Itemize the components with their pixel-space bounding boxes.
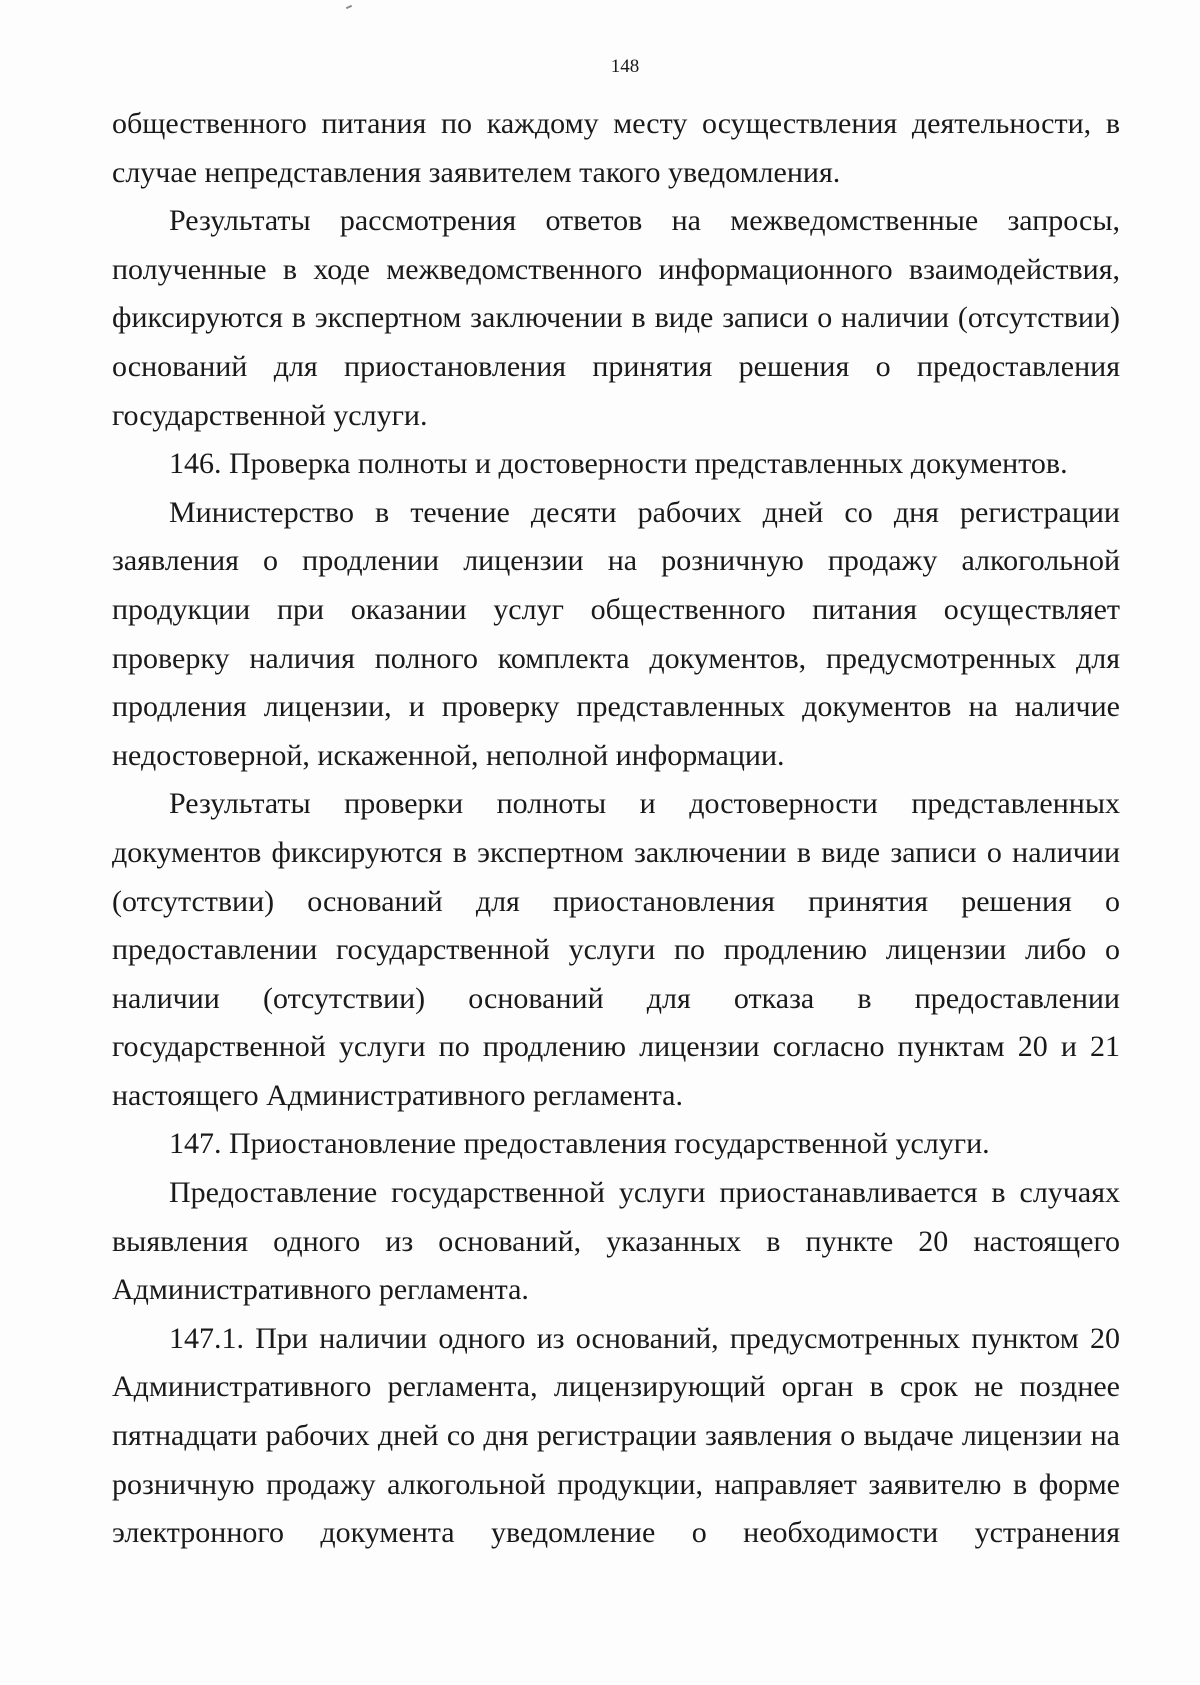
paragraph-suspension: Предоставление государственной услуги приостанавливается в случаях выявления одного из оснований, указанных в пункте 20 настоящего Административного регламента. bbox=[112, 1176, 1120, 1307]
paragraph-147-1: 147.1. При наличии одного из оснований, предусмотренных пунктом 20 Административного регламента, лицензирующий орган в срок не позднее пятнадцати рабочих дней со дня регистрации заявления о выдаче лицензии на розничную продажу алкогольной продукции, направляет заявителю в форме электронного документа уведомление о необходимости устранения bbox=[112, 1321, 1120, 1550]
paragraph-interagency-results: Результаты рассмотрения ответов на межведомственные запросы, полученные в ходе межведомственного информационного взаимодействия, фиксируются в экспертном заключении в виде записи о наличии (отсутствии) оснований для приостановления принятия решения о предоставления государственной услуги. bbox=[112, 204, 1120, 432]
paragraph-ministry-check: Министерство в течение десяти рабочих дней со дня регистрации заявления о продлении лицензии на розничную продажу алкогольной продукции при оказании услуг общественного питания осуществляет проверку наличия полного комплекта документов, предусмотренных для продления лицензии, и проверку представленных документов на наличие недостоверной, искаженной, неполной информации. bbox=[112, 495, 1120, 772]
paragraph-continuation: общественного питания по каждому месту осуществления деятельности, в случае непредставления заявителем такого уведомления. bbox=[112, 107, 1120, 189]
paragraph-heading-146: 146. Проверка полноты и достоверности представленных документов. bbox=[169, 447, 1068, 481]
paragraph-heading-147: 147. Приостановление предоставления государственной услуги. bbox=[169, 1127, 990, 1161]
scan-speck bbox=[346, 5, 352, 9]
body-text bbox=[112, 100, 1120, 1558]
page-number: 148 bbox=[610, 56, 640, 77]
paragraph-check-results: Результаты проверки полноты и достоверности представленных документов фиксируются в экспертном заключении в виде записи о наличии (отсутствии) оснований для приостановления принятия решения о предоставлении государственной услуги по продлению лицензии либо о наличии (отсутствии) оснований для отказа в предоставлении государственной услуги по продлению лицензии согласно пунктам 20 и 21 настоящего Административного регламента. bbox=[112, 787, 1120, 1112]
